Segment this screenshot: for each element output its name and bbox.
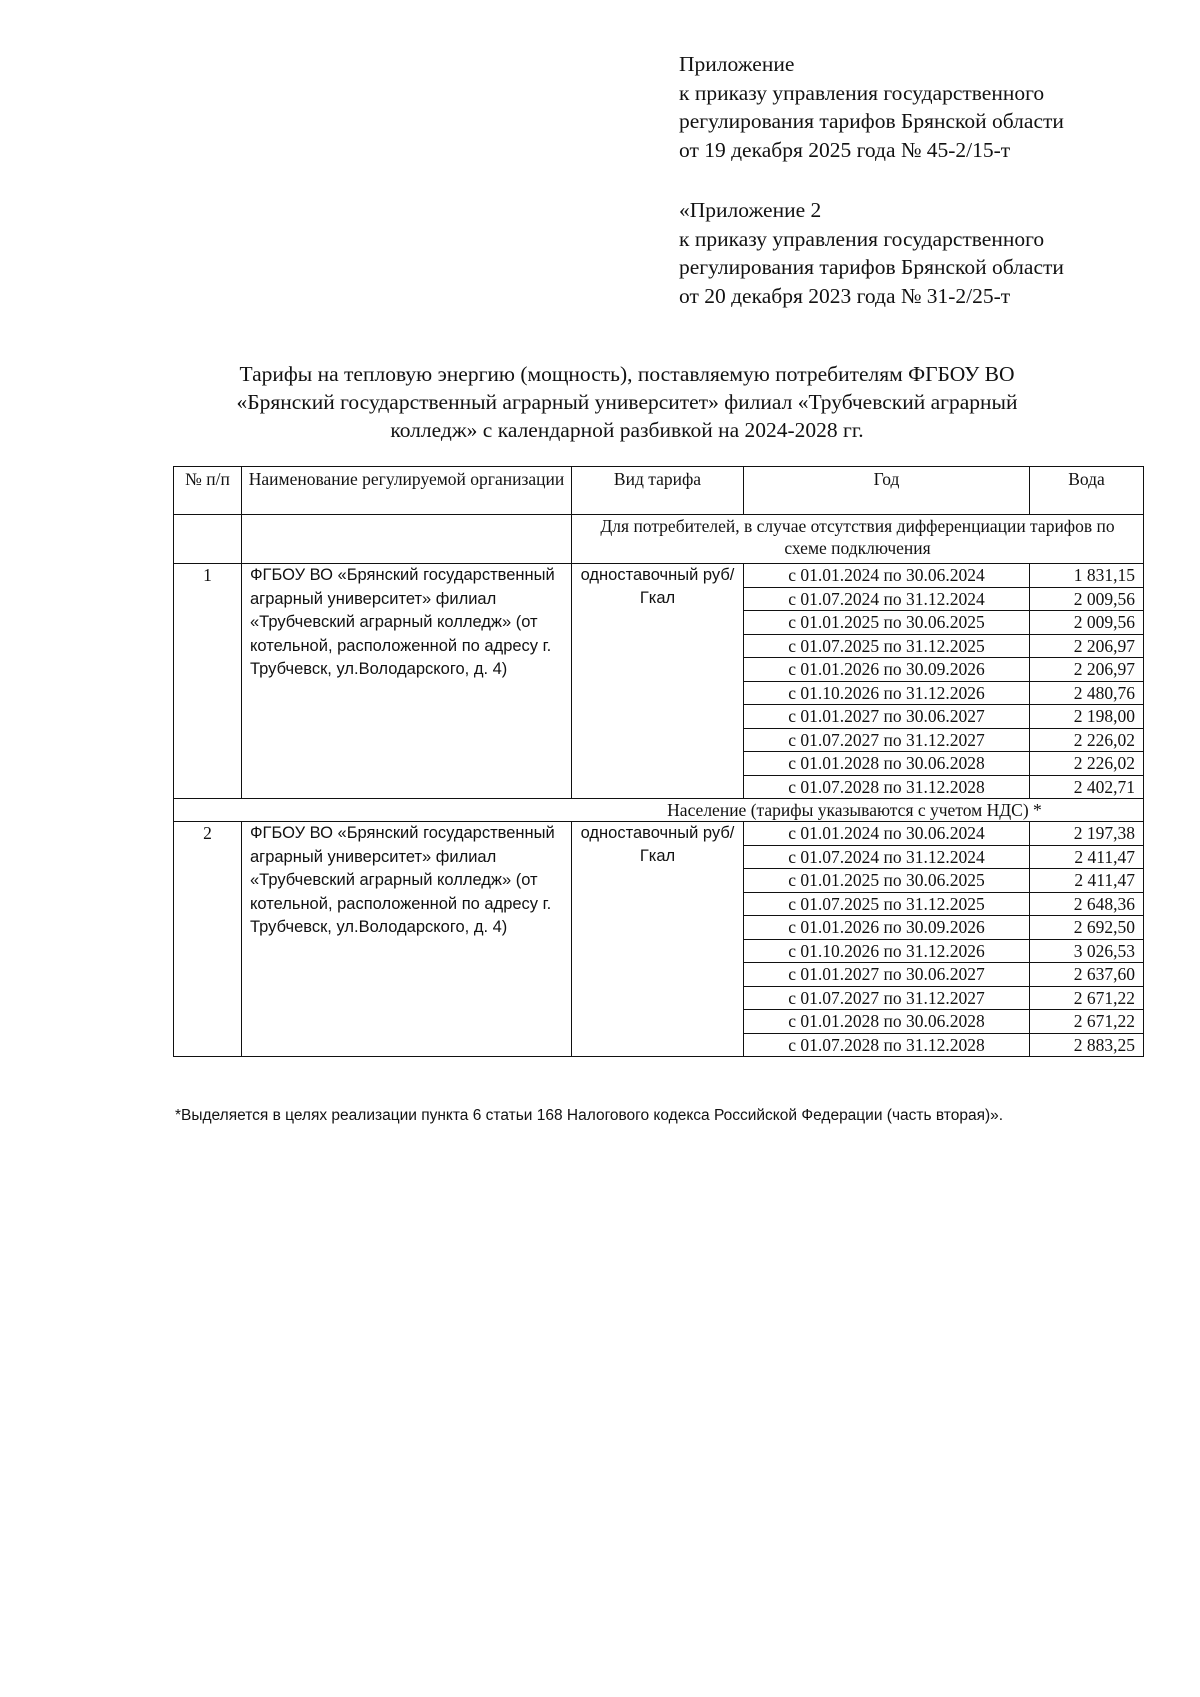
tariff-period: с 01.01.2024 по 30.06.2024 <box>744 822 1030 846</box>
tariff-value: 2 411,47 <box>1030 845 1144 869</box>
annex-line: Приложение <box>679 52 795 76</box>
tariff-period: с 01.01.2027 по 30.06.2027 <box>744 705 1030 729</box>
tariff-period: с 01.07.2027 по 31.12.2027 <box>744 986 1030 1010</box>
document-title <box>160 360 1094 444</box>
tariff-value: 2 009,56 <box>1030 587 1144 611</box>
tariff-period: с 01.01.2026 по 30.09.2026 <box>744 658 1030 682</box>
annex-line: к приказу управления государственного <box>679 80 1045 105</box>
tariff-value: 2 637,60 <box>1030 963 1144 987</box>
tariff-value: 1 831,15 <box>1030 564 1144 588</box>
tariff-period: с 01.07.2028 по 31.12.2028 <box>744 775 1030 799</box>
header-num: № п/п <box>174 467 242 515</box>
table-body <box>174 515 1144 1057</box>
tariff-period: с 01.07.2025 по 31.12.2025 <box>744 634 1030 658</box>
tariff-value: 2 883,25 <box>1030 1033 1144 1057</box>
tariff-period: с 01.01.2024 по 30.06.2024 <box>744 564 1030 588</box>
table-header-row <box>174 467 1144 515</box>
tariff-value: 2 197,38 <box>1030 822 1144 846</box>
annex-line: регулирования тарифов Брянской области <box>679 109 1064 133</box>
title-line: колледж» с календарной разбивкой на 2024-2028 гг. <box>390 418 864 442</box>
section-row <box>174 515 1144 564</box>
tariff-value: 2 206,97 <box>1030 634 1144 658</box>
title-line: «Брянский государственный аграрный университет» филиал «Трубчевский аграрный <box>236 390 1018 414</box>
tariff-value: 2 226,02 <box>1030 728 1144 752</box>
annex-line: к приказу управления государственного <box>679 226 1045 251</box>
empty-cell <box>174 515 242 564</box>
tariff-period: с 01.07.2024 по 31.12.2024 <box>744 845 1030 869</box>
row-number: 1 <box>174 564 242 799</box>
section-label-population: Население (тарифы указываются с учетом НДС) * <box>174 799 1144 822</box>
tariff-period: с 01.07.2024 по 31.12.2024 <box>744 587 1030 611</box>
tariff-period: с 01.01.2026 по 30.09.2026 <box>744 916 1030 940</box>
tariff-value: 2 009,56 <box>1030 611 1144 635</box>
annex-line: от 19 декабря 2025 года № 45-2/15-т <box>679 137 1011 162</box>
table-row <box>174 564 1144 588</box>
tariff-period: с 01.01.2028 по 30.06.2028 <box>744 752 1030 776</box>
empty-cell <box>242 515 572 564</box>
tariff-value: 2 671,22 <box>1030 986 1144 1010</box>
tariff-period: с 01.01.2028 по 30.06.2028 <box>744 1010 1030 1034</box>
tariff-value: 2 198,00 <box>1030 705 1144 729</box>
tariff-period: с 01.07.2025 по 31.12.2025 <box>744 892 1030 916</box>
tariff-value: 2 692,50 <box>1030 916 1144 940</box>
tariff-value: 2 411,47 <box>1030 869 1144 893</box>
row-number: 2 <box>174 822 242 1057</box>
header-org: Наименование регулируемой организации <box>242 467 572 515</box>
section-label-general: Для потребителей, в случае отсутствия дифференциации тарифов по схеме подключения <box>572 515 1144 564</box>
tariff-value: 2 402,71 <box>1030 775 1144 799</box>
tariff-period: с 01.01.2025 по 30.06.2025 <box>744 869 1030 893</box>
tariff-value: 3 026,53 <box>1030 939 1144 963</box>
tariff-period: с 01.01.2025 по 30.06.2025 <box>744 611 1030 635</box>
organization-name: ФГБОУ ВО «Брянский государственный аграрный университет» филиал «Трубчевский аграрный колледж» (от котельной, расположенной по адресу г. Трубчевск, ул.Володарского, д. 4) <box>242 564 572 799</box>
annex-line: регулирования тарифов Брянской области <box>679 255 1064 279</box>
tariff-value: 2 480,76 <box>1030 681 1144 705</box>
title-line: Тарифы на тепловую энергию (мощность), поставляемую потребителям ФГБОУ ВО <box>239 362 1015 386</box>
section-row <box>174 799 1144 822</box>
tariff-period: с 01.01.2027 по 30.06.2027 <box>744 963 1030 987</box>
tariff-period: с 01.10.2026 по 31.12.2026 <box>744 939 1030 963</box>
tariff-type: одноставочный руб/Гкал <box>572 564 744 799</box>
header-water: Вода <box>1030 467 1144 515</box>
header-type: Вид тарифа <box>572 467 744 515</box>
footnote: *Выделяется в целях реализации пункта 6 статьи 168 Налогового кодекса Российской Федерации (часть вторая)». <box>175 1107 1004 1124</box>
table-row <box>174 822 1144 846</box>
tariff-value: 2 648,36 <box>1030 892 1144 916</box>
tariff-period: с 01.07.2027 по 31.12.2027 <box>744 728 1030 752</box>
tariff-period: с 01.07.2028 по 31.12.2028 <box>744 1033 1030 1057</box>
annex-line: от 20 декабря 2023 года № 31-2/25-т <box>679 283 1011 308</box>
tariff-value: 2 206,97 <box>1030 658 1144 682</box>
tariff-value: 2 671,22 <box>1030 1010 1144 1034</box>
annex-header <box>679 50 1149 310</box>
tariff-value: 2 226,02 <box>1030 752 1144 776</box>
annex-line: «Приложение 2 <box>679 198 822 222</box>
header-year: Год <box>744 467 1030 515</box>
tariff-period: с 01.10.2026 по 31.12.2026 <box>744 681 1030 705</box>
tariff-table <box>173 466 1144 1057</box>
annex-original-block <box>679 196 1149 310</box>
tariff-type: одноставочный руб/Гкал <box>572 822 744 1057</box>
organization-name: ФГБОУ ВО «Брянский государственный аграрный университет» филиал «Трубчевский аграрный колледж» (от котельной, расположенной по адресу г. Трубчевск, ул.Володарского, д. 4) <box>242 822 572 1057</box>
